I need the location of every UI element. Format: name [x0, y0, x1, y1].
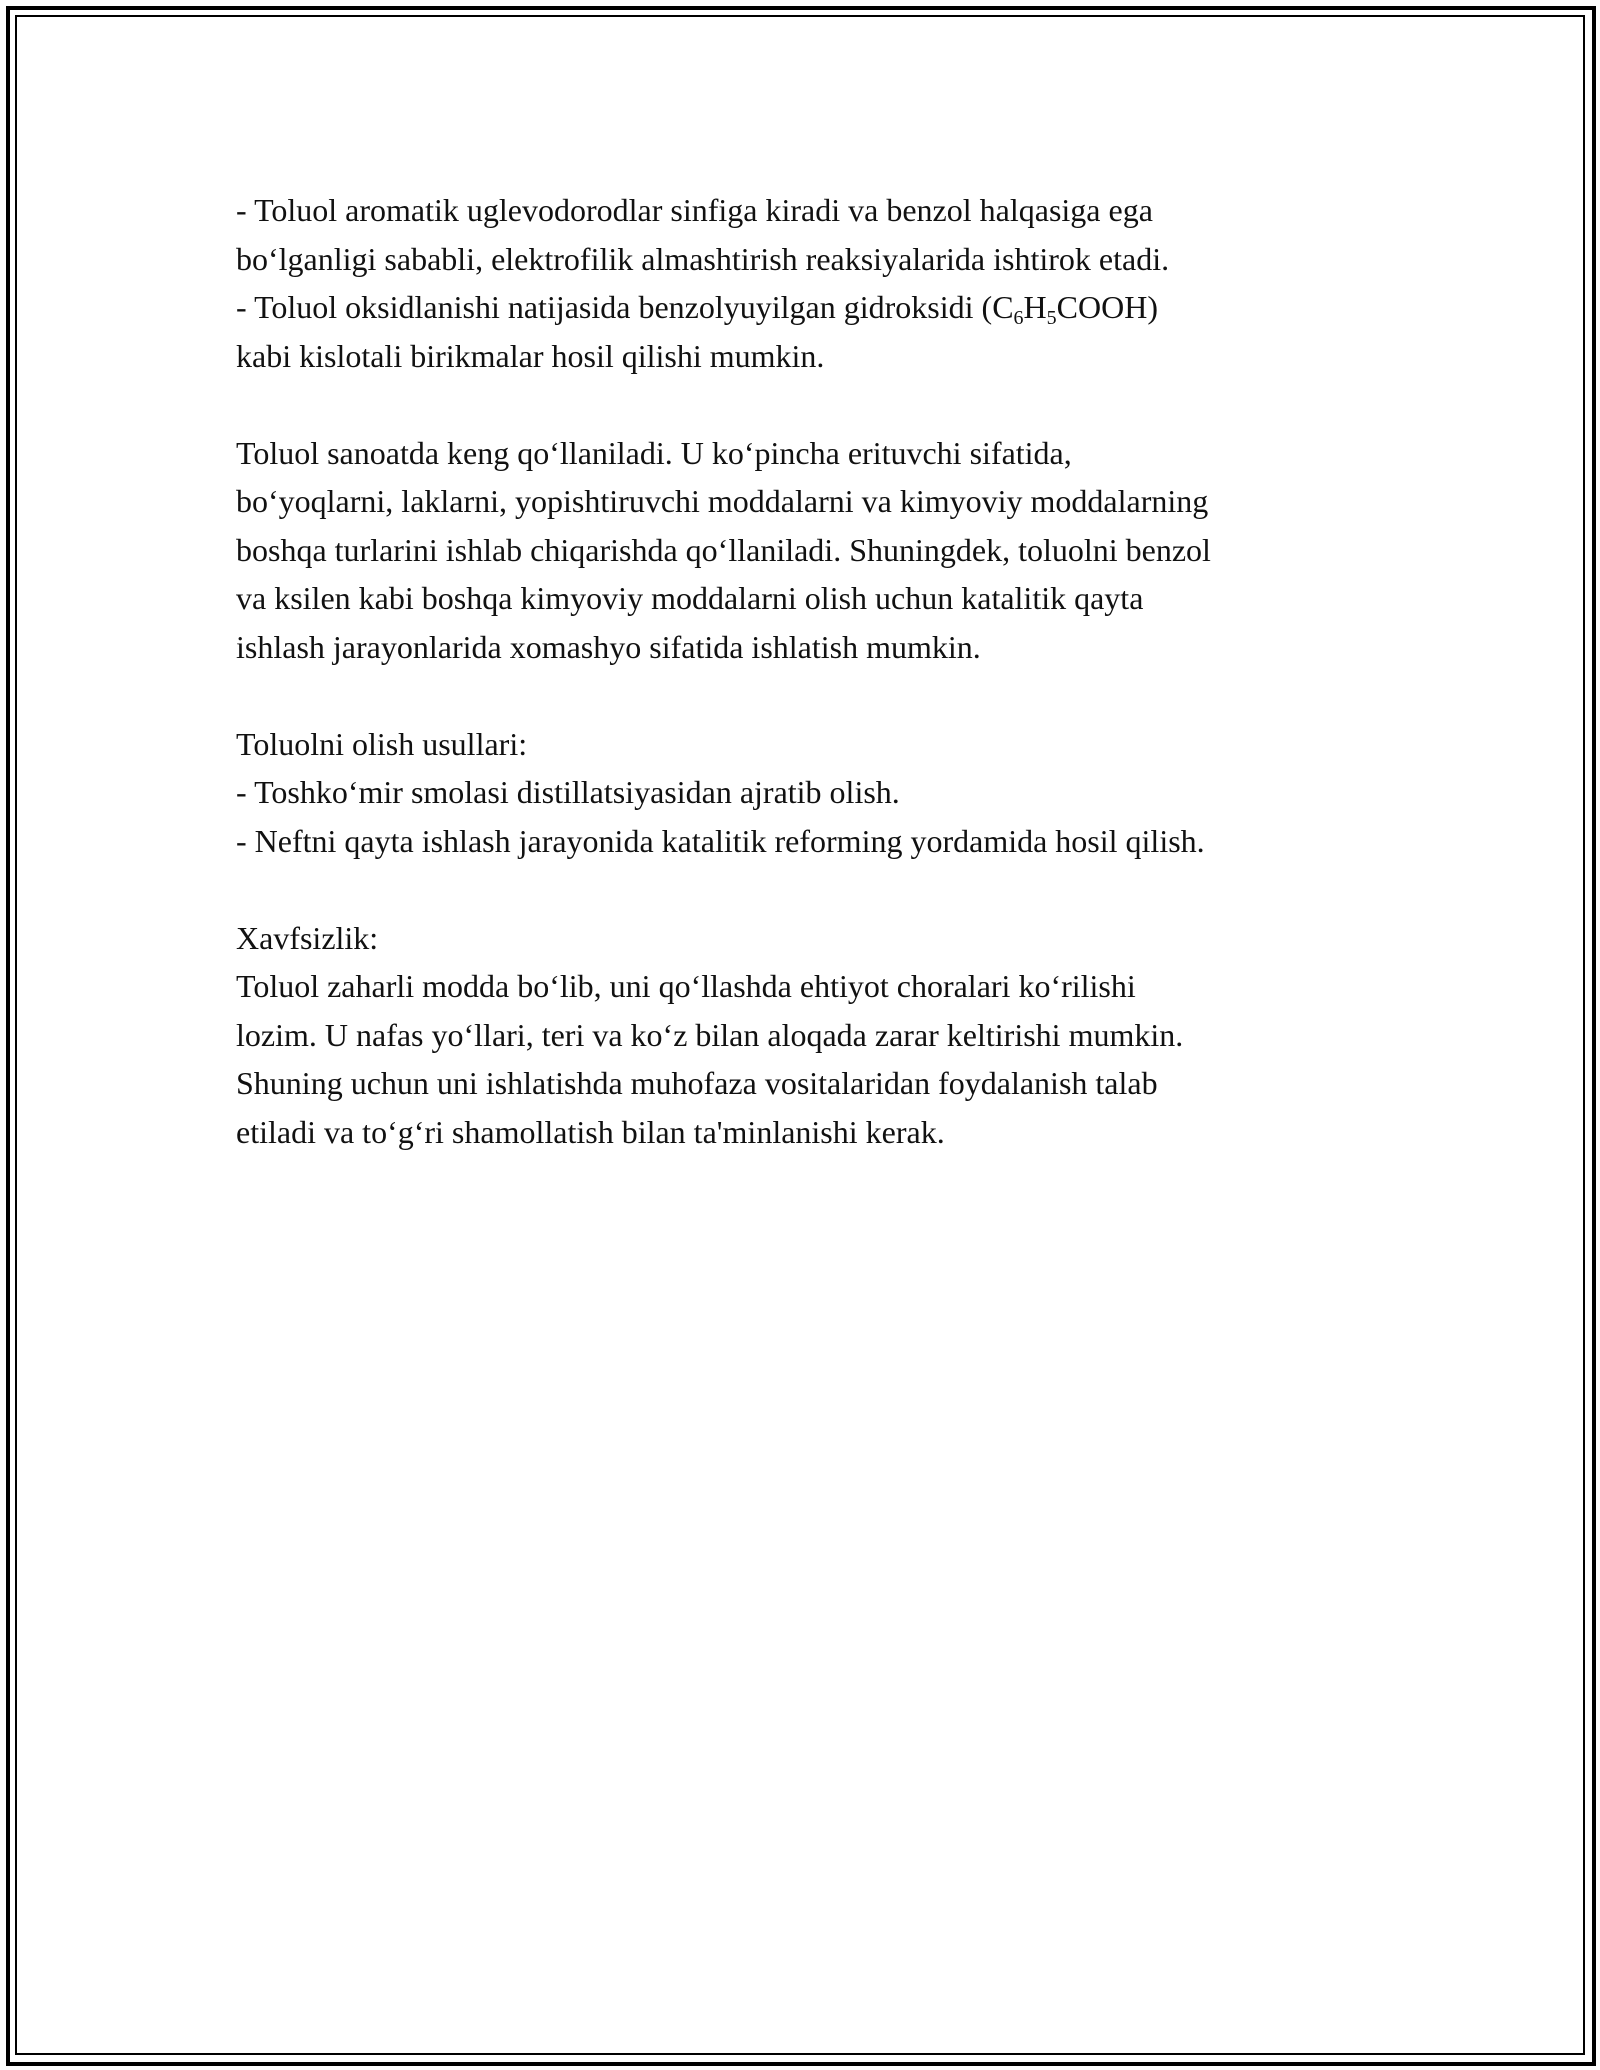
- document-body: [236, 186, 1376, 1156]
- oxidation-line: [236, 283, 1376, 332]
- text-line: lozim. U nafas yo‘llari, teri va ko‘z bilan aloqada zarar keltirishi mumkin.: [236, 1016, 1184, 1053]
- section-heading: Xavfsizlik:: [236, 919, 379, 956]
- text-line: etiladi va to‘g‘ri shamollatish bilan ta'minlanishi kerak.: [236, 1113, 945, 1150]
- text-line: Shuning uchun uni ishlatishda muhofaza vositalaridan foydalanish talab: [236, 1065, 1158, 1101]
- text-fragment: COOH): [1056, 289, 1158, 325]
- paragraph-gap: [236, 865, 1376, 914]
- text-line: ishlash jarayonlarida xomashyo sifatida ishlatish mumkin.: [236, 628, 981, 665]
- usage-paragraph: [236, 429, 1376, 672]
- text-line: Toluol sanoatda keng qo‘llaniladi. U ko‘pincha erituvchi sifatida,: [236, 434, 1072, 471]
- safety-section: [236, 914, 1376, 1157]
- text-line: boshqa turlarini ishlab chiqarishda qo‘llaniladi. Shuningdek, toluolni benzol: [236, 531, 1211, 568]
- text-line: bo‘lganligi sababli, elektrofilik almashtirish reaksiyalarida ishtirok etadi.: [236, 240, 1170, 277]
- subscript: 5: [1046, 307, 1057, 329]
- properties-paragraph: [236, 186, 1376, 380]
- text-line: va ksilen kabi boshqa kimyoviy moddalarni olish uchun katalitik qayta: [236, 580, 1144, 616]
- paragraph-gap: [236, 380, 1376, 429]
- subscript: 6: [1013, 307, 1024, 329]
- production-methods-section: [236, 720, 1376, 866]
- text-line: bo‘yoqlarni, laklarni, yopishtiruvchi moddalarni va kimyoviy moddalarning: [236, 483, 1209, 519]
- list-item: - Neftni qayta ishlash jarayonida katalitik reforming yordamida hosil qilish.: [236, 822, 1205, 859]
- text-line: - Toluol aromatik uglevodorodlar sinfiga kiradi va benzol halqasiga ega: [236, 192, 1153, 228]
- text-line: kabi kislotali birikmalar hosil qilishi mumkin.: [236, 337, 825, 374]
- paragraph-gap: [236, 671, 1376, 720]
- text-fragment: H: [1023, 289, 1047, 325]
- text-line: Toluol zaharli modda bo‘lib, uni qo‘llashda ehtiyot choralari ko‘rilishi: [236, 968, 1136, 1004]
- text-fragment: - Toluol oksidlanishi natijasida benzolyuyilgan gidroksidi (C: [236, 289, 1014, 325]
- section-heading: Toluolni olish usullari:: [236, 725, 528, 762]
- list-item: - Toshko‘mir smolasi distillatsiyasidan ajratib olish.: [236, 774, 900, 810]
